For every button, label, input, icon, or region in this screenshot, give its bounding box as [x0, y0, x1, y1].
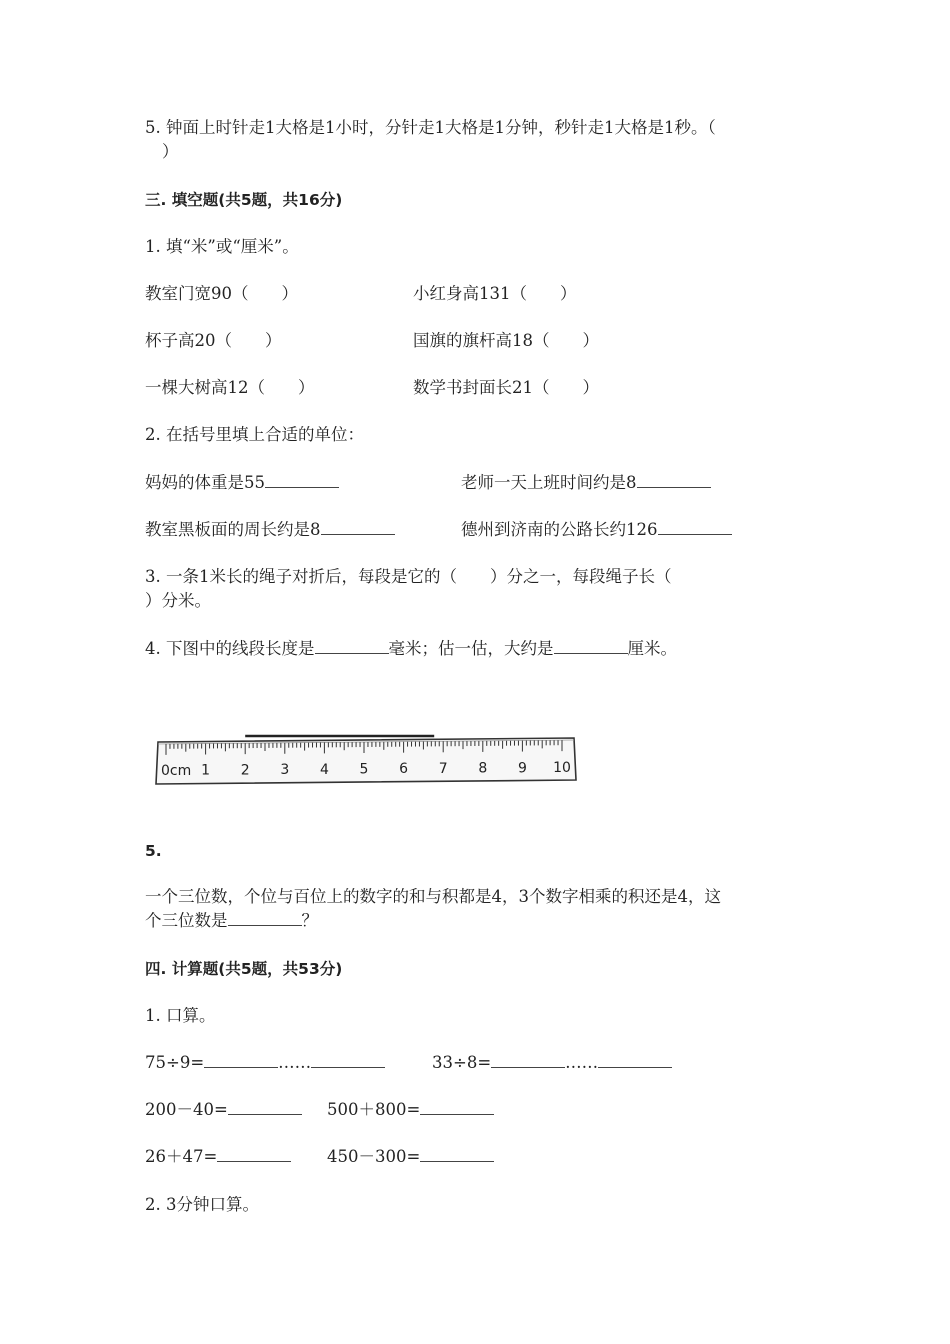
fill2-title: 2. 在括号里填上合适的单位：	[145, 425, 364, 444]
fill1-item-6: 数学书封面长21（ ）	[413, 378, 599, 397]
fill1-item-4: 国旗的旗杆高18（ ）	[413, 331, 599, 350]
fill5-line2	[145, 910, 318, 932]
calc1-row3-b	[327, 1146, 494, 1168]
answer-blank	[420, 1100, 494, 1115]
fill1-item-2: 小红身高131（ ）	[413, 284, 577, 303]
ruler-label: 4	[319, 761, 329, 778]
calc1-row2-b-expr: 500＋800=	[327, 1100, 421, 1119]
fill5-number: 5.	[145, 842, 162, 860]
ruler-label: 2	[240, 762, 250, 779]
calc1-row3-a	[145, 1146, 291, 1168]
fill2-item-4-text: 德州到济南的公路长约126	[461, 520, 658, 539]
fill2-item-2-text: 老师一天上班时间约是8	[461, 473, 637, 492]
calc1-row2-a-expr: 200－40=	[145, 1100, 228, 1119]
answer-blank	[658, 520, 732, 535]
answer-blank	[217, 1147, 291, 1162]
fill2-item-3-text: 教室黑板面的周长约是8	[145, 520, 321, 539]
answer-blank	[637, 473, 711, 488]
calc2-title: 2. 3分钟口算。	[145, 1195, 259, 1214]
fill2-item-3	[145, 519, 395, 541]
answer-blank	[311, 1053, 385, 1068]
answer-blank	[228, 911, 302, 926]
fill3-line2: ）分米。	[145, 591, 211, 610]
calc1-row2-a	[145, 1099, 302, 1121]
answer-blank	[315, 639, 389, 654]
answer-blank	[598, 1053, 672, 1068]
ruler-label: 9	[517, 760, 527, 777]
fill4-part2: 毫米；估一估，大约是	[388, 639, 554, 658]
fill5-line2-text: 个三位数是	[145, 911, 228, 930]
calc1-row1-b-expr: 33÷8=	[432, 1053, 492, 1072]
ruler-label: 10	[553, 760, 571, 776]
calc1-title: 1. 口算。	[145, 1006, 216, 1025]
fill5-line2-end: ？	[301, 911, 318, 930]
answer-blank	[265, 473, 339, 488]
fill4-text	[145, 638, 677, 660]
answer-blank	[554, 639, 628, 654]
answer-blank	[420, 1147, 494, 1162]
fill1-item-1: 教室门宽90（ ）	[145, 284, 298, 303]
ruler-label: 0cm	[161, 763, 192, 779]
fill2-item-4	[461, 519, 732, 541]
ruler-figure	[152, 730, 582, 792]
answer-blank	[204, 1053, 278, 1068]
calc1-row1-a	[145, 1052, 385, 1074]
fill4-part3: 厘米。	[627, 639, 677, 658]
calc1-row1-a-expr: 75÷9=	[145, 1053, 205, 1072]
fill1-title: 1. 填“米”或“厘米”。	[145, 237, 299, 256]
section4-title: 四. 计算题(共5题，共53分)	[145, 960, 343, 978]
ruler-label: 1	[201, 762, 211, 779]
fill1-item-3: 杯子高20（ ）	[145, 331, 282, 350]
answer-blank	[321, 520, 395, 535]
q5-line2: ）	[162, 142, 179, 161]
ruler-label: 3	[280, 762, 290, 779]
fill4-part1: 4. 下图中的线段长度是	[145, 639, 315, 658]
fill2-item-1-text: 妈妈的体重是55	[145, 473, 265, 492]
ruler-label: 8	[478, 760, 488, 777]
fill2-item-2	[461, 472, 711, 494]
ruler-label: 7	[438, 760, 448, 777]
calc1-row3-b-expr: 450－300=	[327, 1147, 421, 1166]
ellipsis: ……	[278, 1053, 312, 1072]
fill5-line1: 一个三位数，个位与百位上的数字的和与积都是4，3个数字相乘的积还是4，这	[145, 887, 721, 906]
answer-blank	[491, 1053, 565, 1068]
calc1-row2-b	[327, 1099, 494, 1121]
calc1-row1-b	[432, 1052, 672, 1074]
ellipsis: ……	[565, 1053, 599, 1072]
fill2-item-1	[145, 472, 339, 494]
fill3-line1: 3. 一条1米长的绳子对折后，每段是它的（ ）分之一，每段绳子长（	[145, 567, 672, 586]
section3-title: 三. 填空题(共5题，共16分)	[145, 191, 343, 209]
q5-line1: 5. 钟面上时针走1大格是1小时，分针走1大格是1分钟，秒针走1大格是1秒。（	[145, 118, 716, 137]
calc1-row3-a-expr: 26＋47=	[145, 1147, 218, 1166]
ruler-label: 5	[359, 761, 369, 778]
ruler-label: 6	[399, 761, 409, 778]
fill1-item-5: 一棵大树高12（ ）	[145, 378, 315, 397]
answer-blank	[228, 1100, 302, 1115]
